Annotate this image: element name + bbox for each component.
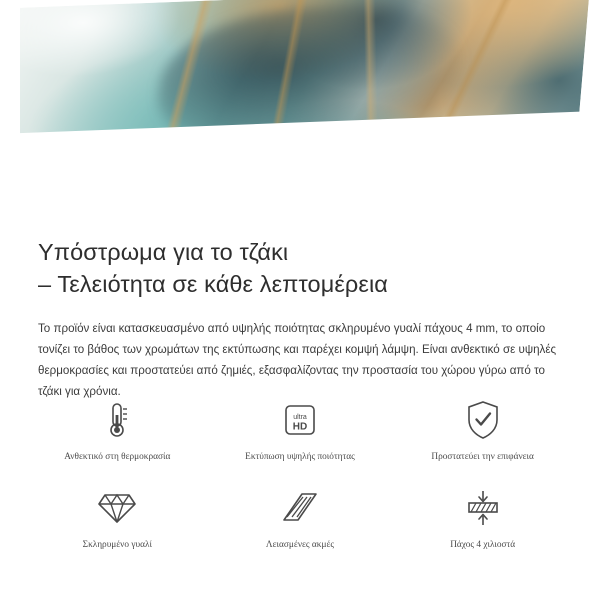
thermometer-icon [99, 398, 135, 442]
feature-surface-protection [391, 398, 574, 480]
hero-left-mask [0, 0, 20, 222]
title-line-2: – Τελειότητα σε κάθε λεπτομέρεια [38, 271, 388, 297]
ultra-hd-icon [280, 398, 320, 442]
feature-tempered-glass [26, 486, 209, 568]
svg-text:ultra: ultra [293, 414, 307, 421]
feature-label: Λειασμένες ακμές [265, 540, 335, 550]
feature-label: Σκληρυμένο γυαλί [82, 540, 152, 550]
page-title [38, 236, 562, 300]
polished-edges-icon [280, 486, 320, 530]
sparkle-small-icon [564, 162, 592, 190]
feature-label: Πάχος 4 χιλιοστά [450, 540, 516, 550]
feature-label: Ανθεκτικό στη θερμοκρασία [64, 452, 171, 462]
feature-print-quality [209, 398, 392, 480]
hero-image [0, 0, 600, 222]
feature-grid [0, 398, 600, 568]
shield-check-icon [463, 398, 503, 442]
feature-heat-resistant [26, 398, 209, 480]
hero-image-inner [0, 0, 600, 222]
feature-polished-edges [209, 486, 392, 568]
feature-label: Προστατεύει την επιφάνεια [431, 452, 534, 462]
svg-text:HD: HD [292, 421, 308, 433]
feature-thickness [391, 486, 574, 568]
diamond-icon [96, 486, 138, 530]
title-line-1: Υπόστρωμα για το τζάκι [38, 239, 289, 265]
feature-label: Εκτύπωση υψηλής ποιότητας [245, 452, 355, 462]
text-content [0, 222, 600, 402]
description-paragraph: Το προϊόν είναι κατασκευασμένο από υψηλής ποιότητας σκληρυμένο γυαλί πάχους 4 mm, το οποίο τονίζει το βάθος των χρωμάτων της εκτύπωσης και παρέχει κομψή λάμψη. Είναι ανθεκτικό σε υψηλές θερμοκρασίες και προστατεύει από ζημιές, εξασφαλίζοντας την προστασία του χώρου γύρω από το τζάκι για χρόνια. [38, 322, 557, 398]
thickness-arrows-icon [462, 486, 504, 530]
